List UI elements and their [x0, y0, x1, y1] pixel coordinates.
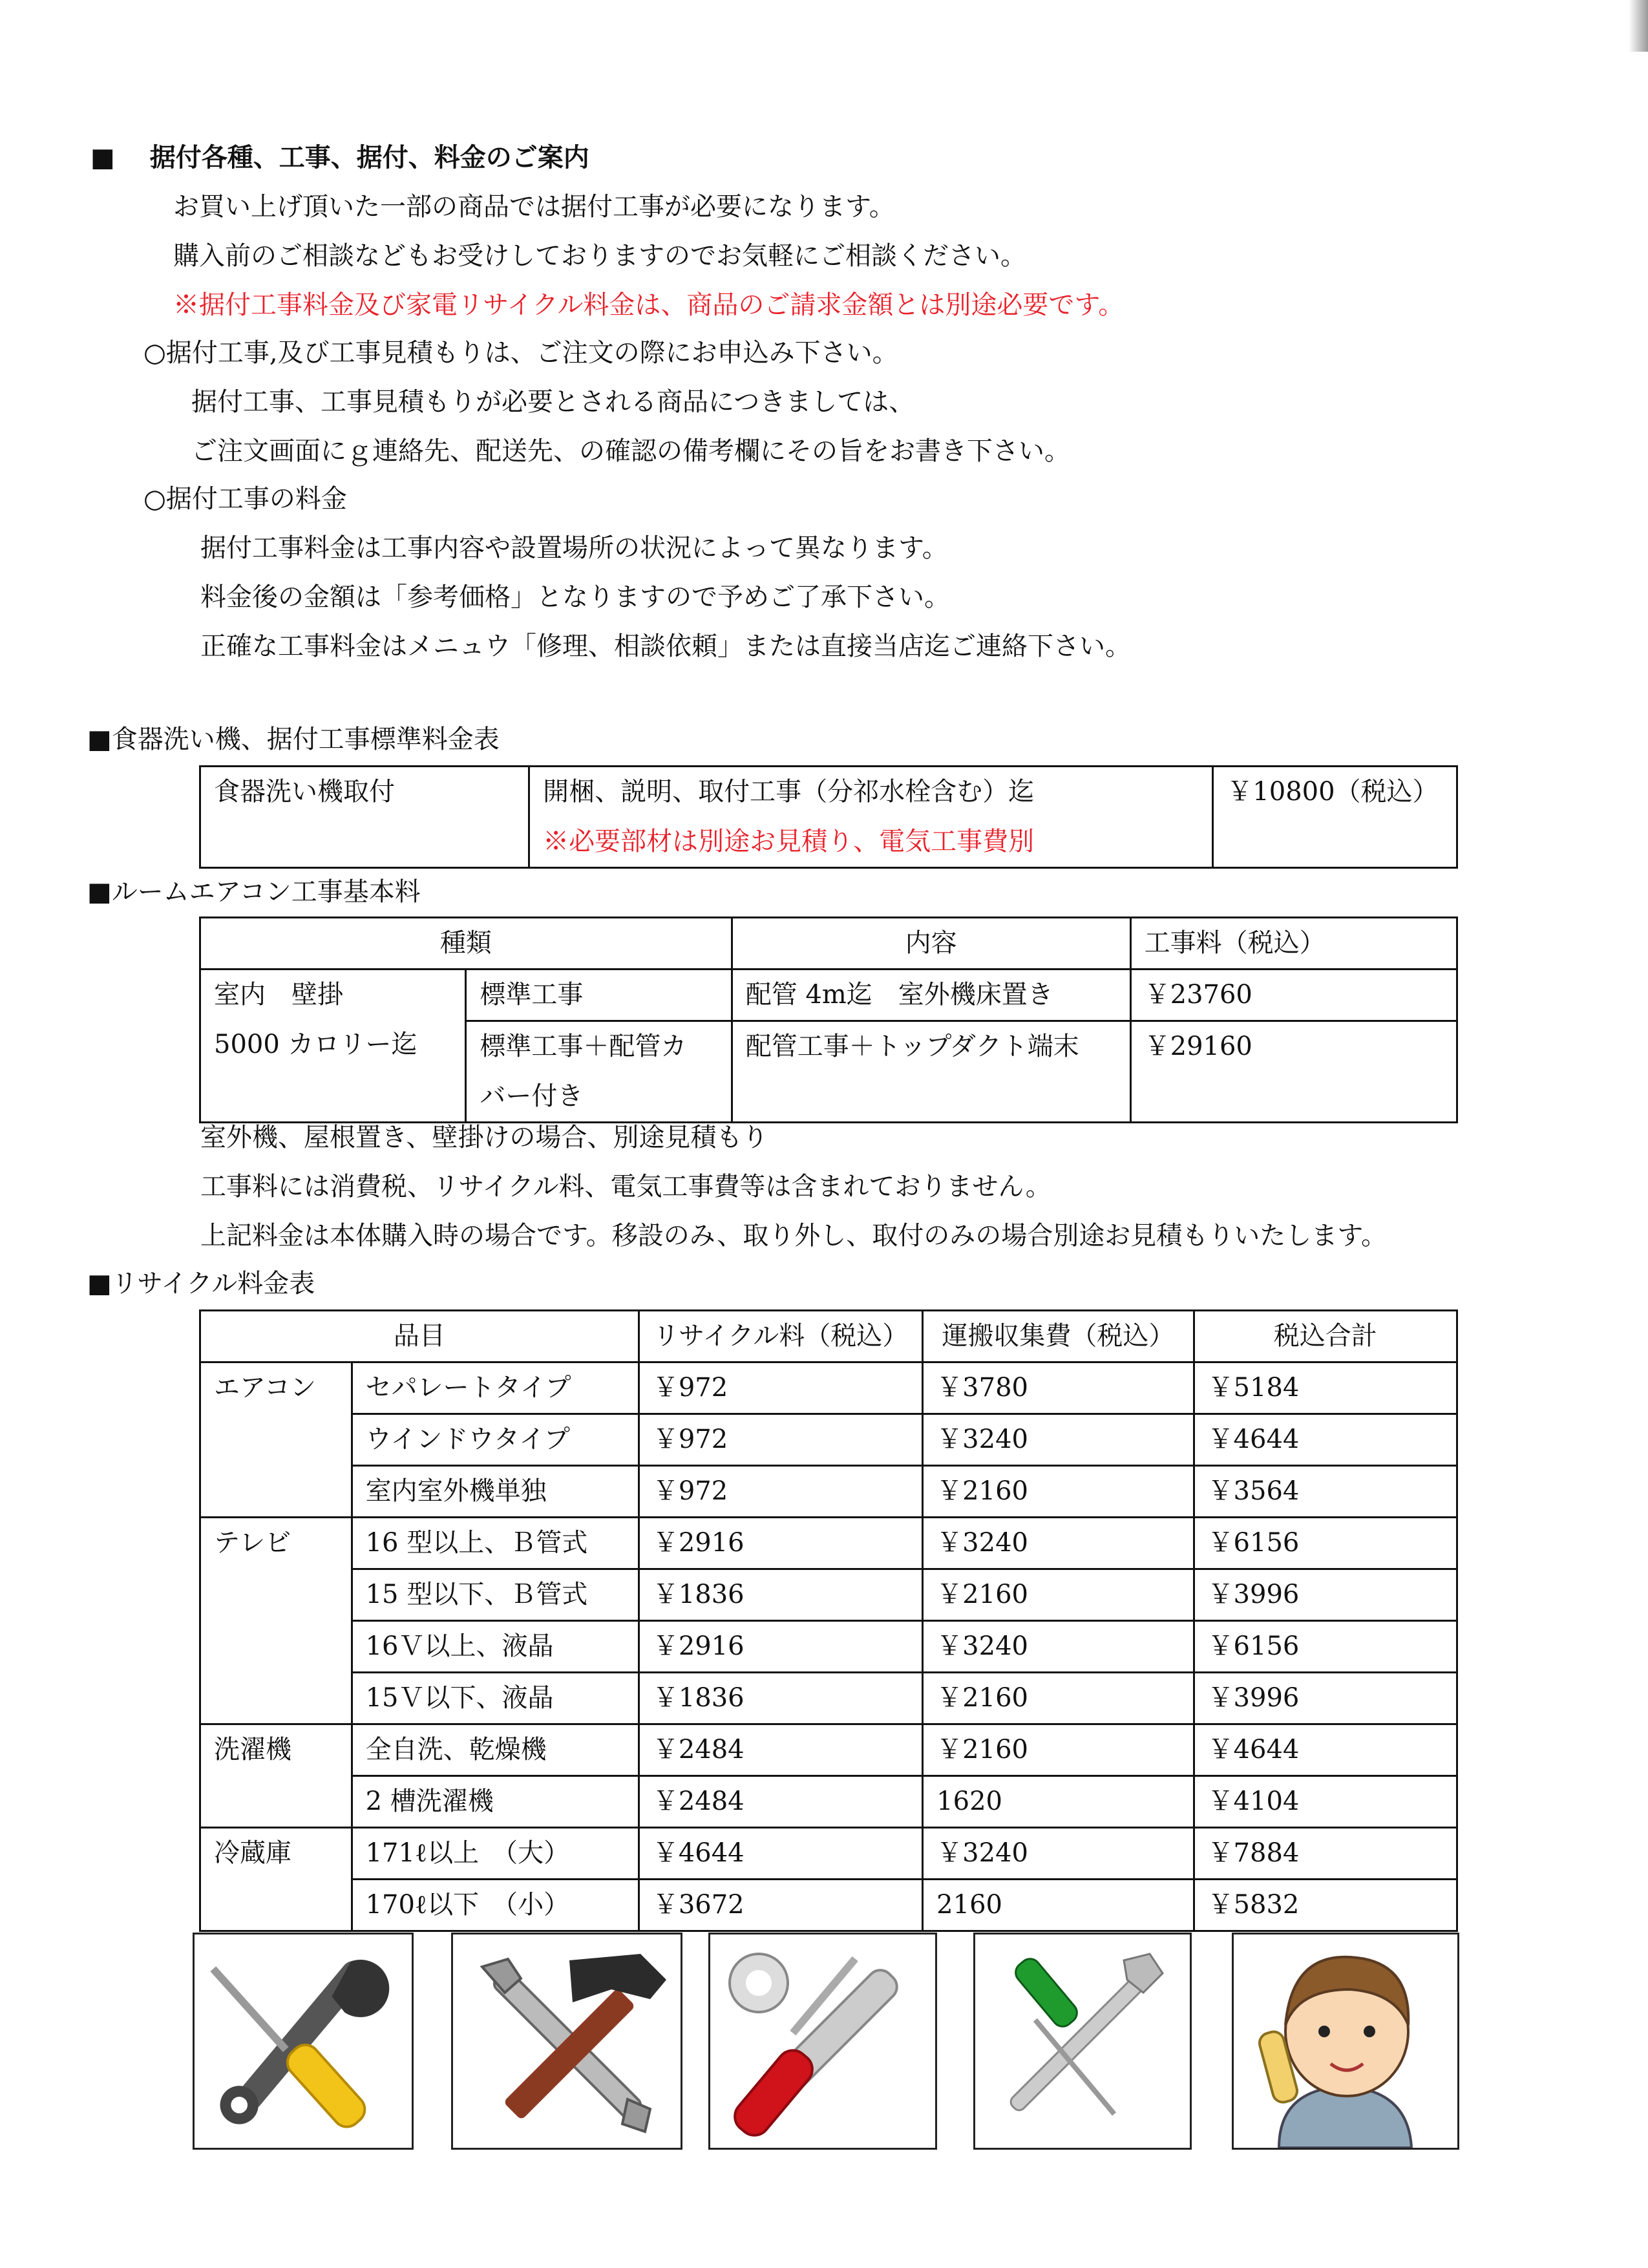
recycle-transport-cell: 2160	[923, 1880, 1194, 1931]
aircon-work-cell	[466, 1021, 732, 1123]
aircon-work-line-2: バー付き	[480, 1081, 584, 1111]
scan-edge-shadow	[1583, 0, 1648, 52]
recycle-item-cell: 室内室外機単独	[352, 1466, 639, 1518]
recycle-total-cell: ￥7884	[1194, 1828, 1457, 1880]
intro-line-8: 据付工事料金は工事内容や設置場所の状況によって異なります。	[200, 533, 948, 563]
recycle-total-cell: ￥3996	[1194, 1673, 1457, 1724]
aircon-heading: ■ルームエアコン工事基本料	[87, 877, 421, 907]
dishwasher-note-red: ※必要部材は別途お見積り、電気工事費別	[543, 827, 1035, 856]
recycle-header-transport: 運搬収集費（税込）	[923, 1311, 1194, 1362]
intro-line-7: ○据付工事の料金	[143, 484, 347, 514]
recycle-total-cell: ￥6156	[1194, 1621, 1457, 1673]
intro-line-10: 正確な工事料金はメニュウ「修理、相談依頼」または直接当店迄ご連絡下さい。	[200, 631, 1131, 661]
recycle-item-cell: 15Ｖ以下、液晶	[352, 1673, 639, 1724]
recycle-transport-cell: ￥3240	[923, 1518, 1194, 1569]
recycle-fee-cell: ￥2916	[639, 1621, 922, 1673]
tool-image-1	[193, 1933, 414, 2150]
recycle-total-cell: ￥3996	[1194, 1569, 1457, 1621]
recycle-fee-cell: ￥4644	[639, 1828, 922, 1880]
recycle-fee-cell: ￥2484	[639, 1724, 922, 1776]
recycle-fee-cell: ￥2916	[639, 1518, 922, 1569]
recycle-total-cell: ￥3564	[1194, 1466, 1457, 1518]
recycle-item-cell: 15 型以下、Ｂ管式	[352, 1569, 639, 1621]
table-row	[200, 1569, 1457, 1621]
recycle-item-cell: 171ℓ以上 （大）	[352, 1828, 639, 1880]
recycle-header-fee: リサイクル料（税込）	[639, 1311, 922, 1362]
phone-support-person-icon	[1234, 1934, 1457, 2148]
dishwasher-content-cell	[529, 767, 1213, 868]
recycle-table-body	[200, 1362, 1457, 1931]
recycle-fee-cell: ￥972	[639, 1362, 922, 1414]
aircon-table	[199, 917, 1458, 1123]
recycle-transport-cell: ￥2160	[923, 1673, 1194, 1724]
table-row	[200, 1724, 1457, 1776]
table-row	[200, 1414, 1457, 1466]
aircon-type-cell	[200, 970, 466, 1123]
recycle-fee-cell: ￥2484	[639, 1776, 922, 1828]
hammer-wrench-icon	[453, 1934, 681, 2148]
intro-line-1: お買い上げ頂いた一部の商品では据付工事が必要になります。	[173, 192, 895, 222]
recycle-header-item: 品目	[200, 1311, 639, 1362]
dishwasher-table	[199, 765, 1458, 869]
recycle-item-cell: セパレートタイプ	[352, 1362, 639, 1414]
aircon-content-cell: 配管工事＋トップダクト端末	[732, 1021, 1130, 1123]
recycle-category-cell: テレビ	[200, 1518, 352, 1724]
intro-line-4: ○据付工事,及び工事見積もりは、ご注文の際にお申込み下さい。	[143, 338, 898, 368]
recycle-total-cell: ￥5832	[1194, 1880, 1457, 1931]
aircon-note-1: 室外機、屋根置き、壁掛けの場合、別途見積もり	[200, 1123, 768, 1152]
aircon-header-type: 種類	[200, 918, 732, 970]
recycle-transport-cell: ￥3780	[923, 1362, 1194, 1414]
wrench-screwdriver-red-icon	[710, 1934, 935, 2148]
recycle-table	[199, 1309, 1458, 1932]
tool-image-2	[451, 1933, 682, 2150]
table-row	[200, 918, 1457, 970]
recycle-fee-cell: ￥1836	[639, 1673, 922, 1724]
recycle-fee-cell: ￥1836	[639, 1569, 922, 1621]
recycle-category-cell: エアコン	[200, 1362, 352, 1518]
aircon-price-cell: ￥29160	[1130, 1021, 1457, 1123]
recycle-fee-cell: ￥3672	[639, 1880, 922, 1931]
recycle-category-cell: 冷蔵庫	[200, 1828, 352, 1931]
recycle-heading: ■リサイクル料金表	[87, 1269, 315, 1298]
recycle-item-cell: 全自洗、乾燥機	[352, 1724, 639, 1776]
intro-line-2: 購入前のご相談などもお受けしておりますのでお気軽にご相談ください。	[173, 241, 1026, 271]
intro-line-9: 料金後の金額は「参考価格」となりますので予めご了承下さい。	[200, 582, 950, 612]
intro-line-5: 据付工事、工事見積もりが必要とされる商品につきましては、	[191, 387, 915, 417]
recycle-total-cell: ￥4104	[1194, 1776, 1457, 1828]
table-row	[200, 970, 1457, 1021]
aircon-type-line-1: 室内 壁掛	[214, 980, 343, 1010]
aircon-content-cell: 配管 4m迄 室外機床置き	[732, 970, 1130, 1021]
recycle-header-total: 税込合計	[1194, 1311, 1457, 1362]
aircon-work-cell: 標準工事	[466, 970, 732, 1021]
recycle-transport-cell: ￥3240	[923, 1621, 1194, 1673]
table-row	[200, 1466, 1457, 1518]
dishwasher-heading: ■食器洗い機、据付工事標準料金表	[87, 725, 500, 754]
wrench-screwdriver-green-icon	[975, 1934, 1190, 2148]
table-row	[200, 1621, 1457, 1673]
recycle-transport-cell: ￥2160	[923, 1569, 1194, 1621]
aircon-header-price: 工事料（税込）	[1130, 918, 1457, 970]
recycle-fee-cell: ￥972	[639, 1466, 922, 1518]
table-row	[200, 1673, 1457, 1724]
intro-heading-text: 据付各種、工事、据付、料金のご案内	[149, 142, 589, 173]
dishwasher-price-cell: ￥10800（税込）	[1213, 767, 1457, 868]
recycle-category-cell: 洗濯機	[200, 1724, 352, 1828]
table-row	[200, 1880, 1457, 1931]
recycle-fee-cell: ￥972	[639, 1414, 922, 1466]
table-row	[200, 1776, 1457, 1828]
recycle-item-cell: 170ℓ以下 （小）	[352, 1880, 639, 1931]
aircon-work-line-1: 標準工事＋配管カ	[480, 1032, 687, 1061]
recycle-item-cell: 16Ｖ以上、液晶	[352, 1621, 639, 1673]
recycle-total-cell: ￥4644	[1194, 1724, 1457, 1776]
recycle-total-cell: ￥5184	[1194, 1362, 1457, 1414]
dishwasher-content: 開梱、説明、取付工事（分祁水栓含む）迄	[543, 777, 1035, 807]
heading-square-mark: ■	[90, 142, 115, 173]
recycle-item-cell: ウインドウタイプ	[352, 1414, 639, 1466]
intro-line-3-red-notice: ※据付工事料金及び家電リサイクル料金は、商品のご請求金額とは別途必要です。	[173, 290, 1125, 320]
recycle-transport-cell: 1620	[923, 1776, 1194, 1828]
recycle-total-cell: ￥4644	[1194, 1414, 1457, 1466]
aircon-price-cell: ￥23760	[1130, 970, 1457, 1021]
aircon-note-3: 上記料金は本体購入時の場合です。移設のみ、取り外し、取付のみの場合別途お見積もりいたします。	[200, 1221, 1387, 1251]
aircon-note-2: 工事料には消費税、リサイクル料、電気工事費等は含まれておりません。	[200, 1172, 1051, 1202]
table-row	[200, 1518, 1457, 1569]
recycle-transport-cell: ￥2160	[923, 1466, 1194, 1518]
table-row	[200, 1828, 1457, 1880]
intro-line-6: ご注文画面にｇ連絡先、配送先、の確認の備考欄にその旨をお書き下さい。	[191, 436, 1070, 466]
aircon-type-line-2: 5000 カロリー迄	[214, 1030, 417, 1059]
tool-image-5	[1232, 1933, 1459, 2150]
intro-heading	[90, 141, 589, 175]
dishwasher-item-cell: 食器洗い機取付	[200, 767, 529, 868]
tool-image-4	[973, 1933, 1192, 2150]
aircon-header-content: 内容	[732, 918, 1130, 970]
table-row	[200, 1311, 1457, 1362]
wrench-screwdriver-yellow-icon	[195, 1934, 412, 2148]
recycle-transport-cell: ￥3240	[923, 1414, 1194, 1466]
recycle-transport-cell: ￥3240	[923, 1828, 1194, 1880]
recycle-item-cell: 16 型以上、Ｂ管式	[352, 1518, 639, 1569]
tool-image-3	[708, 1933, 937, 2150]
table-row	[200, 1362, 1457, 1414]
recycle-total-cell: ￥6156	[1194, 1518, 1457, 1569]
recycle-item-cell: 2 槽洗濯機	[352, 1776, 639, 1828]
recycle-transport-cell: ￥2160	[923, 1724, 1194, 1776]
table-row	[200, 767, 1457, 868]
